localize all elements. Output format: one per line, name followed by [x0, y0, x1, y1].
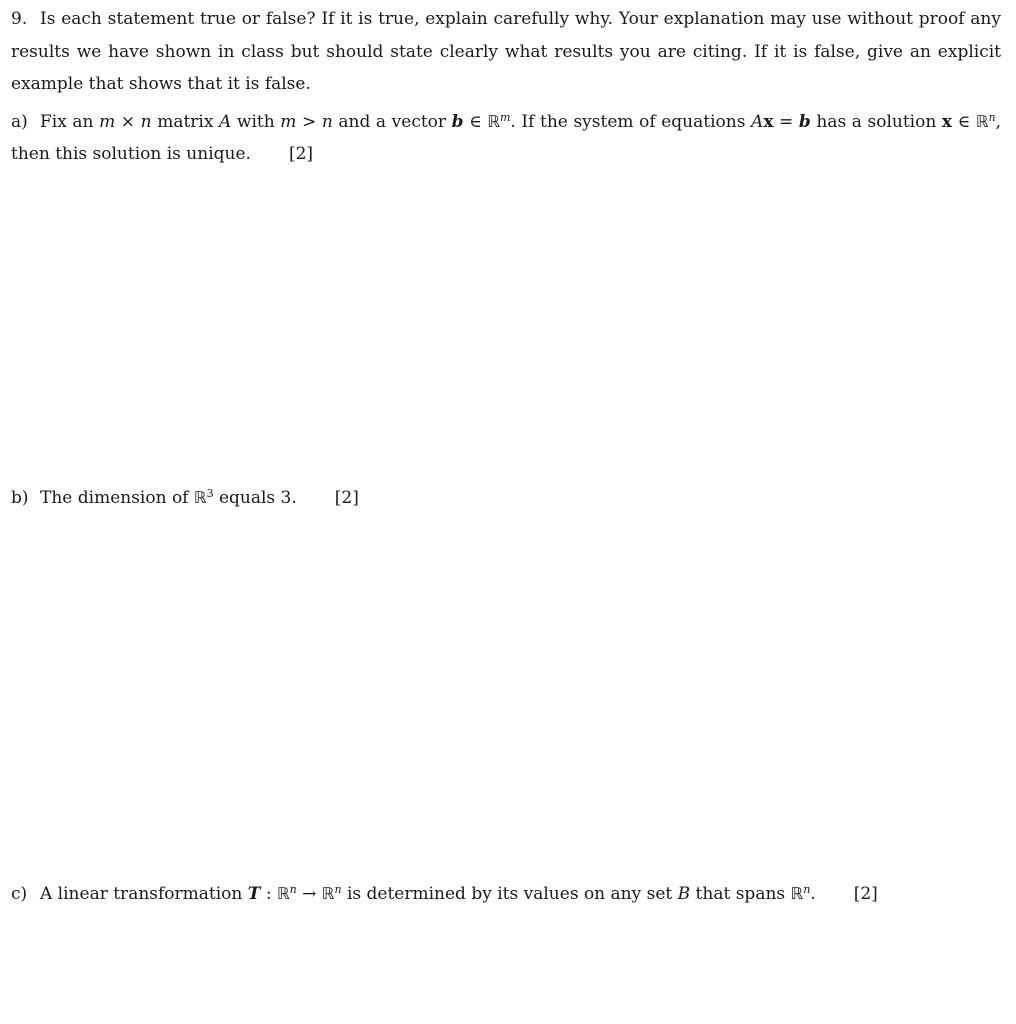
math-reals: ℝ	[276, 884, 290, 903]
math-op: ∈	[952, 112, 976, 132]
part-b-text: The dimension of	[40, 488, 194, 508]
math-reals: ℝ	[487, 112, 500, 131]
part-b-text: equals 3.	[213, 488, 297, 508]
question-number: 9.	[11, 9, 28, 29]
part-a-text: . If the system of equations	[510, 112, 752, 132]
part-a	[11, 106, 1001, 170]
part-a-text: matrix	[151, 112, 220, 132]
math-op: >	[296, 112, 322, 132]
part-a-text: Fix an	[40, 112, 100, 132]
math-exponent: 3	[206, 487, 214, 500]
math-vector: b	[798, 112, 811, 132]
part-c-text: that spans	[690, 884, 791, 904]
part-c-text: is determined by its values on any set	[341, 884, 678, 904]
part-a-text: , then this solution is unique.	[11, 112, 1001, 164]
math-var: m	[280, 112, 297, 132]
part-b	[11, 482, 1001, 514]
math-op: ∈	[463, 112, 488, 132]
math-reals: ℝ	[193, 488, 207, 507]
math-op: :	[260, 884, 277, 904]
part-b-marks: [2]	[334, 488, 359, 508]
math-reals: ℝ	[790, 884, 804, 903]
math-var: A	[751, 112, 764, 132]
math-exponent: n	[289, 883, 297, 896]
math-exponent: n	[334, 883, 342, 896]
math-op: ×	[115, 112, 141, 132]
part-a-text: with	[231, 112, 281, 132]
question-intro-text: Is each statement true or false? If it is true, explain carefully why. Your explanation may use without proof any results we have shown in class but should state clearly what results you are citing. If it is false, give an explicit example that shows that it is false.	[11, 9, 1001, 94]
part-c-text: A linear transformation	[40, 884, 248, 904]
part-a-label: a)	[11, 112, 28, 132]
math-var: A	[219, 112, 232, 132]
math-reals: ℝ	[975, 112, 989, 131]
part-c-marks: [2]	[853, 884, 878, 904]
math-exponent: m	[499, 111, 511, 124]
part-c	[11, 878, 1001, 910]
math-reals: ℝ	[321, 884, 335, 903]
math-var: B	[677, 884, 691, 904]
math-var: m	[99, 112, 116, 132]
exam-page	[11, 0, 1001, 1024]
part-a-text: and a vector	[332, 112, 452, 132]
part-c-label: c)	[11, 884, 28, 904]
part-a-marks: [2]	[288, 144, 314, 164]
math-var: n	[140, 112, 152, 132]
math-exponent: n	[988, 111, 996, 124]
math-vector: b	[451, 112, 464, 132]
math-exponent: n	[803, 883, 811, 896]
math-vector: x	[763, 112, 774, 132]
math-arrow: →	[296, 884, 322, 904]
math-var: T	[247, 884, 261, 904]
part-b-label: b)	[11, 488, 29, 508]
part-c-text: .	[810, 884, 816, 904]
math-vector: x	[941, 112, 953, 132]
math-op: =	[773, 112, 799, 132]
part-a-text: has a solution	[810, 112, 942, 132]
question-intro	[11, 3, 1001, 101]
math-var: n	[321, 112, 333, 132]
